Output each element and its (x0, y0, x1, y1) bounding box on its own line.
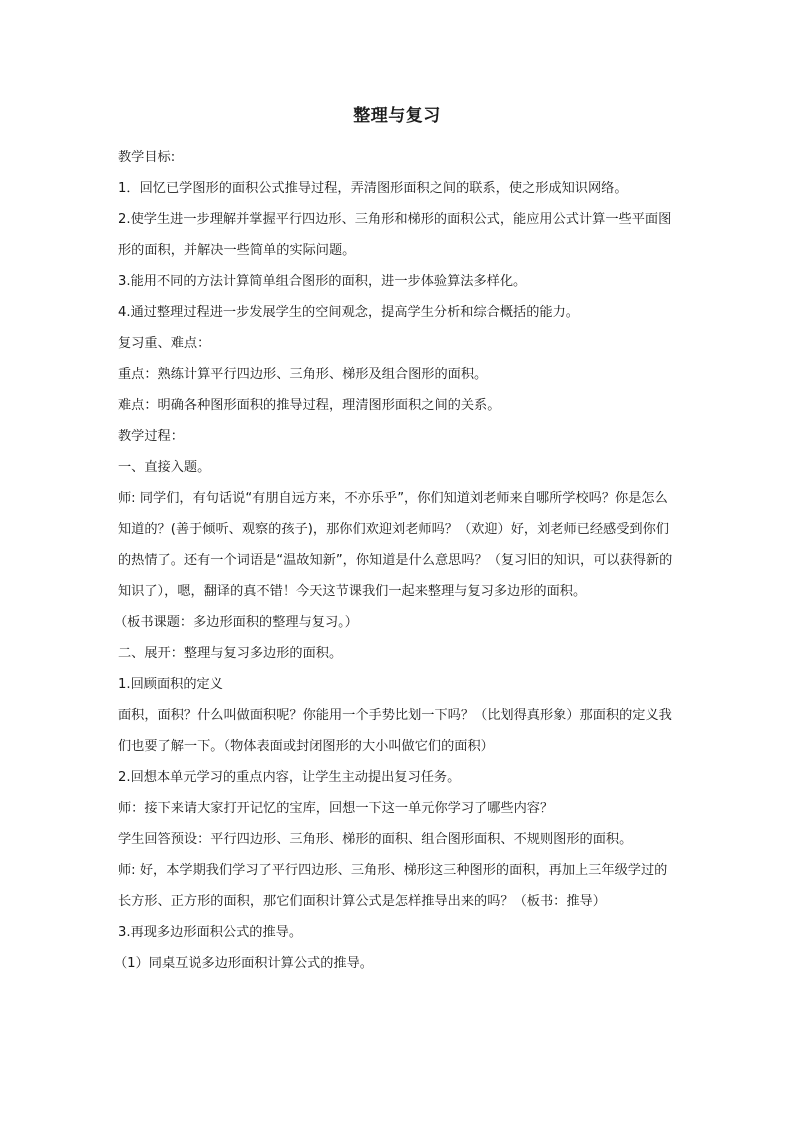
paragraph: （1）同桌互说多边形面积计算公式的推导。 (114, 956, 373, 971)
paragraph: 一、直接入题。 (118, 460, 211, 475)
paragraph: 3.再现多边形面积公式的推导。 (118, 925, 303, 940)
document-title: 整理与复习 (353, 106, 441, 126)
paragraph: 教学过程： (118, 429, 184, 444)
paragraph: 1．回忆已学图形的面积公式推导过程，弄清图形面积之间的联系，使之形成知识网络。 (118, 181, 628, 196)
paragraph: 3.能用不同的方法计算简单组合图形的面积，进一步体验算法多样化。 (118, 274, 527, 289)
paragraph: 面积，面积？什么叫做面积呢？你能用一个手势比划一下吗？（比划得真形象）那面积的定义我们也要了解一下。（物体表面或封闭图形的大小叫做它们的面积） (118, 708, 672, 754)
paragraph: （板书课题：多边形面积的整理与复习。） (114, 615, 358, 630)
paragraph: 师: 好，本学期我们学习了平行四边形、三角形、梯形这三种图形的面积，再加上三年级学过的长方形、正方形的面积，那它们面积计算公式是怎样推导出来的吗？（板书：推导） (118, 863, 668, 909)
paragraph: 2.回想本单元学习的重点内容，让学生主动提出复习任务。 (118, 770, 461, 785)
paragraph: 学生回答预设：平行四边形、三角形、梯形的面积、组合图形面积、不规则图形的面积。 (118, 832, 633, 847)
paragraph: 二、展开：整理与复习多边形的面积。 (118, 646, 343, 661)
paragraph: 4.通过整理过程进一步发展学生的空间观念，提高学生分析和综合概括的能力。 (118, 305, 579, 320)
paragraph: 师: 同学们，有句话说“有朋自远方来，不亦乐乎”，你们知道刘老师来自哪所学校吗？你是怎么知道的？(善于倾听、观察的孩子)，那你们欢迎刘老师吗？（欢迎）好，刘老师已经感受到你们的热情了。还有一个词语是“温故知新”，你知道是什么意思吗？（复习旧的知识，可以获得新的知识了），嗯，翻译的真不错！今天这节课我们一起来整理与复习多边形的面积。 (118, 491, 673, 599)
paragraph: 重点：熟练计算平行四边形、三角形、梯形及组合图形的面积。 (118, 367, 488, 382)
paragraph: 教学目标: (118, 150, 176, 165)
paragraph: 2.使学生进一步理解并掌握平行四边形、三角形和梯形的面积公式，能应用公式计算一些平面图形的面积，并解决一些简单的实际问题。 (118, 212, 672, 258)
paragraph: 1.回顾面积的定义 (118, 677, 223, 692)
paragraph: 难点：明确各种图形面积的推导过程，理清图形面积之间的关系。 (118, 398, 501, 413)
paragraph: 复习重、难点： (118, 336, 211, 351)
document-body (114, 142, 680, 979)
paragraph: 师：接下来请大家打开记忆的宝库，回想一下这一单元你学习了哪些内容？ (118, 801, 554, 816)
